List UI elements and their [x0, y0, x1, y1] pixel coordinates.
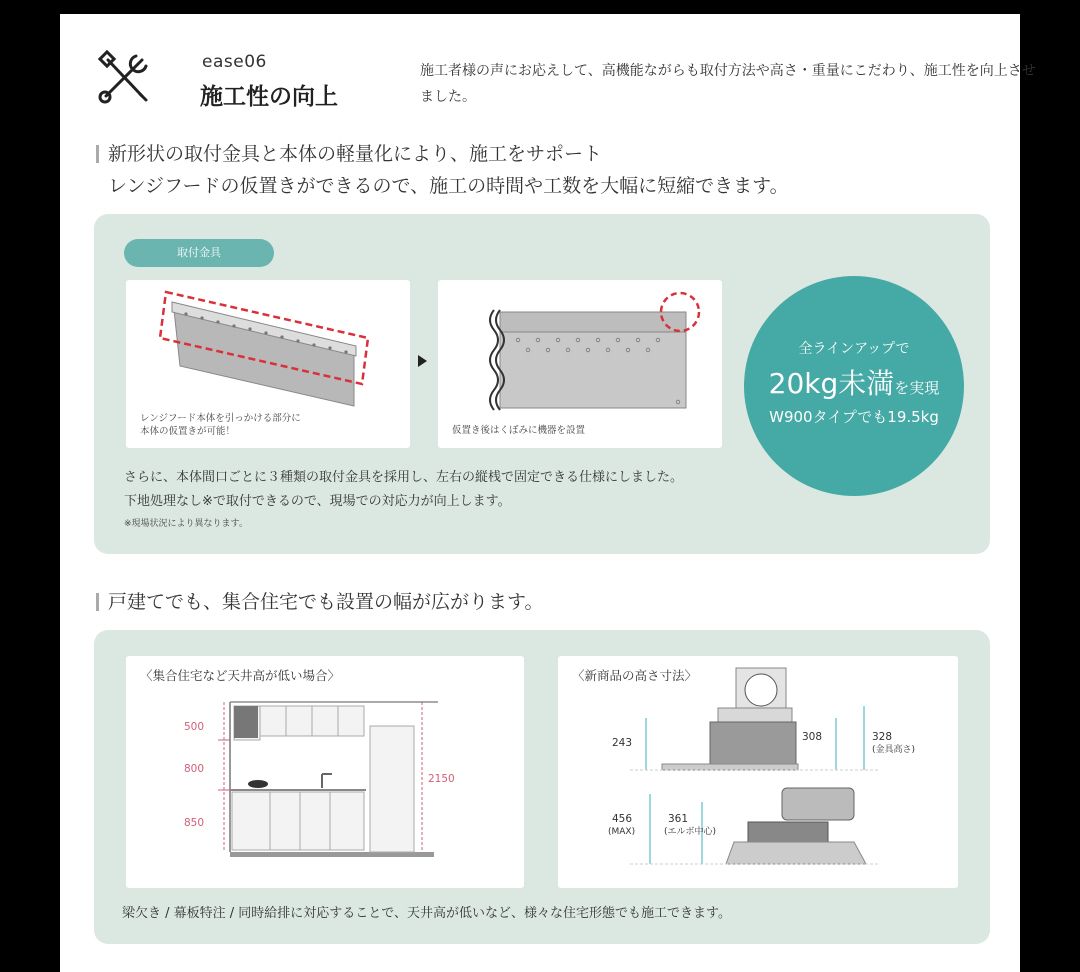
bracket-card-1 — [126, 280, 410, 448]
dim-850: 850 — [184, 817, 205, 829]
weight-badge-line1: 全ラインアップで — [798, 341, 910, 357]
dim-361: 361 — [668, 813, 689, 825]
kitchen-illustration — [126, 656, 524, 888]
section2-heading-text: 戸建てでも、集合住宅でも設置の幅が広がります。 — [108, 591, 544, 613]
section1-heading-line1: 新形状の取付金具と本体の軽量化により、施工をサポート — [108, 143, 603, 165]
bracket-pill: 取付金具 — [124, 239, 274, 267]
heading-bar — [96, 145, 99, 163]
bracket-caption-1-line2: 本体の仮置きが可能！ — [140, 426, 236, 437]
section1-note-line2: 下地処理なし※で取付できるので、現場での対応力が向上します。 — [124, 494, 511, 509]
dim-800: 800 — [184, 763, 205, 775]
weight-badge-line3: W900タイプでも19.5kg — [769, 408, 939, 426]
kitchen-card-title: 〈集合住宅など天井高が低い場合〉 — [140, 668, 341, 683]
height-illustration — [558, 656, 958, 888]
section1-heading-line2: レンジフードの仮置きができるので、施工の時間や工数を大幅に短縮できます。 — [108, 175, 789, 197]
feature-description: 施工者様の声にお応えして、高機能ながらも取付方法や高さ・重量にこだわり、施工性を向上させました。 — [420, 63, 1036, 105]
height-card-title: 〈新商品の高さ寸法〉 — [572, 668, 698, 683]
dim-328: 328 — [872, 731, 893, 743]
dim-243: 243 — [612, 737, 633, 749]
section1-panel — [94, 214, 990, 554]
bracket-caption-1 — [140, 412, 360, 438]
dim-456: 456 — [612, 813, 633, 825]
arrow-right-icon — [418, 355, 427, 367]
feature-tag: ease06 — [202, 52, 267, 72]
dim-456-note: (MAX) — [608, 827, 636, 837]
tools-icon — [96, 50, 154, 106]
section2-note: 梁欠き / 幕板特注 / 同時給排に対応することで、天井高が低いなど、様々な住宅形態でも施工できます。 — [122, 906, 731, 921]
section2-panel — [94, 630, 990, 944]
dim-328-note: (金具高さ) — [872, 745, 916, 755]
weight-badge-suffix: を実現 — [894, 379, 940, 397]
section1-note — [124, 466, 683, 514]
bracket-caption-2: 仮置き後はくぼみに機器を設置 — [452, 425, 586, 436]
weight-badge-value: 20kg未満 — [768, 367, 895, 400]
weight-badge-line2 — [744, 362, 964, 402]
bracket-card-2 — [438, 280, 722, 448]
kitchen-card — [126, 656, 524, 888]
feature-title: 施工性の向上 — [200, 84, 338, 110]
section1-footnote: ※現場状況により異なります。 — [124, 519, 248, 529]
height-card — [558, 656, 958, 888]
bracket-illustration-2 — [438, 280, 722, 448]
dim-500: 500 — [184, 721, 205, 733]
weight-badge — [744, 276, 964, 496]
dim-2150: 2150 — [428, 773, 455, 785]
dim-361-note: (エルボ中心) — [664, 827, 717, 837]
bracket-caption-1-line1: レンジフード本体を引っかける部分に — [140, 413, 301, 424]
feature-header — [96, 48, 1036, 118]
page — [60, 14, 1036, 972]
section2-heading — [96, 586, 976, 618]
dim-308: 308 — [802, 731, 823, 743]
section1-note-line1: さらに、本体間口ごとに３種類の取付金具を採用し、左右の縦桟で固定できる仕様にしました。 — [124, 470, 684, 485]
section1-heading — [96, 138, 976, 202]
heading-bar — [96, 593, 99, 611]
